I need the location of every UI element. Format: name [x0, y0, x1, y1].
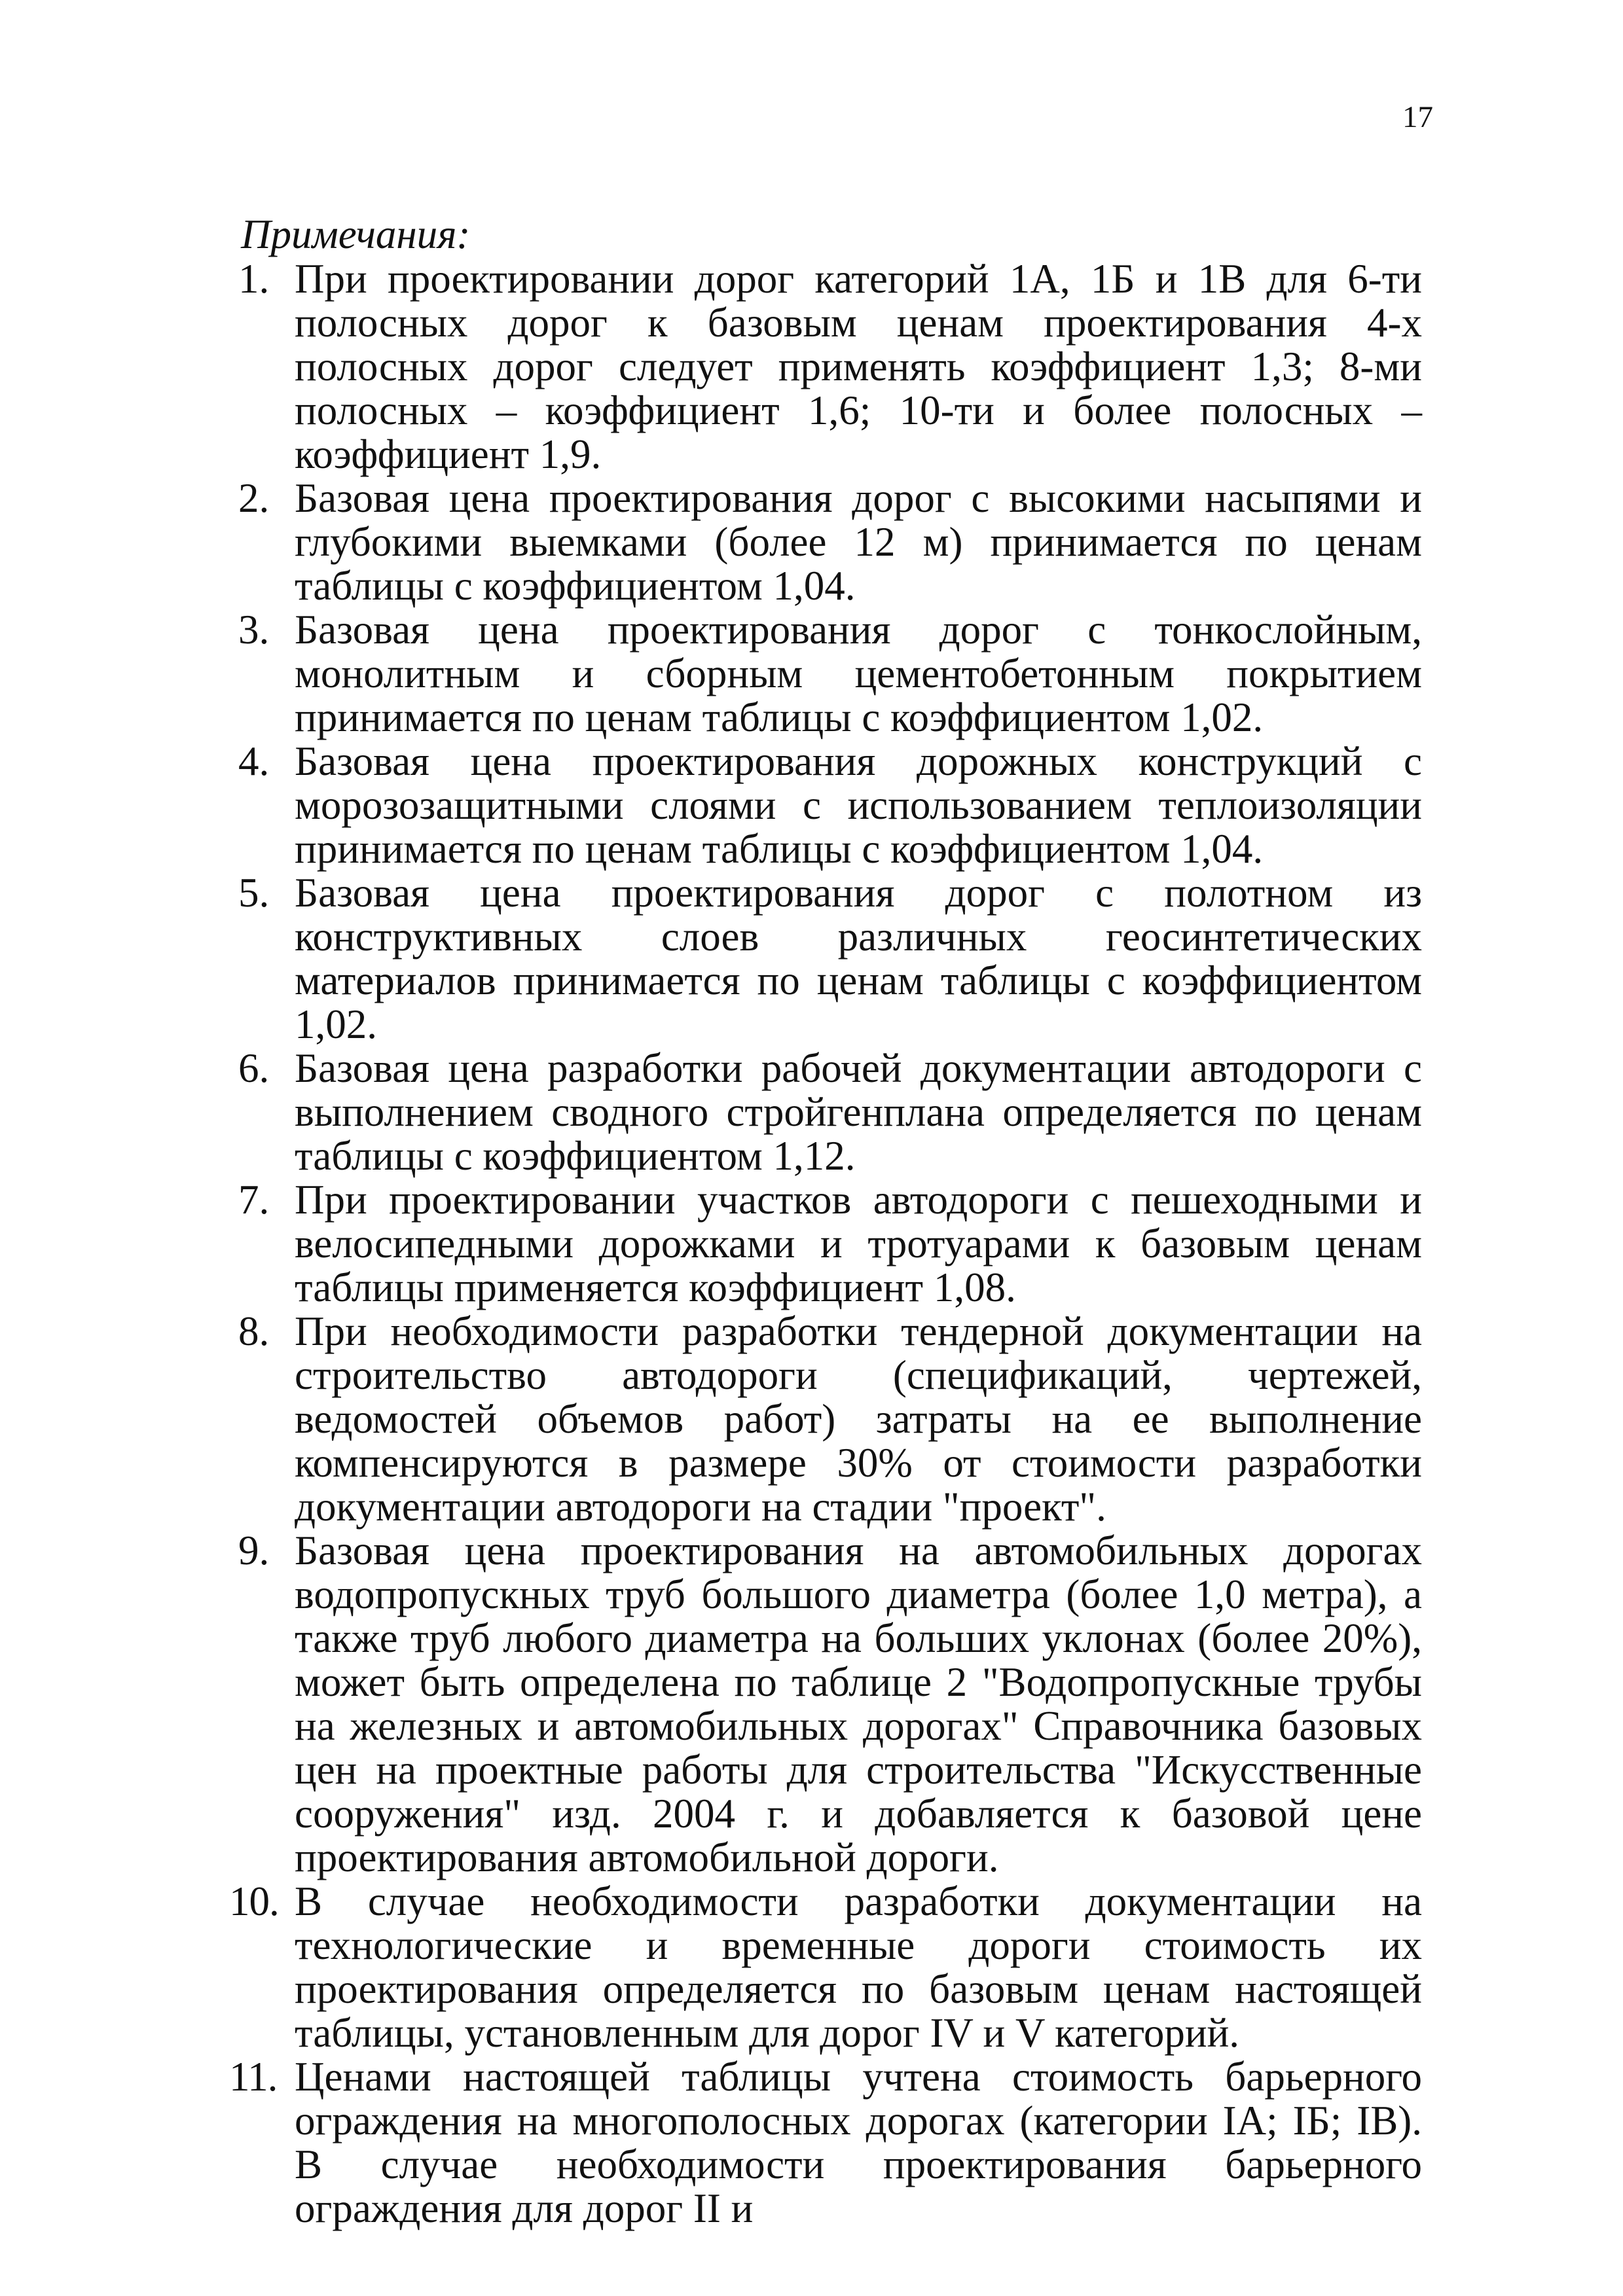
note-number: 4.: [238, 738, 270, 784]
note-text: В случае необходимости разработки документации на технологические и временные дороги стоимость их проектирования определяется по базовым ценам настоящей таблицы, установленным для дорог IV и V категорий.: [295, 1878, 1422, 2056]
note-number: 9.: [238, 1528, 270, 1573]
note-item: [229, 740, 1422, 871]
note-text: Базовая цена проектирования дорожных конструкций с морозозащитными слоями с использованием теплоизоляции принимается по ценам таблицы с коэффициентом 1,04.: [295, 738, 1422, 872]
note-text: Базовая цена проектирования дорог с высокими насыпями и глубокими выемками (более 12 м) принимается по ценам таблицы с коэффициентом 1,04.: [295, 475, 1422, 609]
note-text: Базовая цена проектирования на автомобильных дорогах водопропускных труб большого диаметра (более 1,0 метра), а также труб любого диаметра на больших уклонах (более 20%), может быть определена по таблице 2 "Водопропускные трубы на железных и автомобильных дорогах" Справочника базовых цен на проектные работы для строительства "Искусственные сооружения" изд. 2004 г. и добавляется к базовой цене проектирования автомобильной дороги.: [295, 1528, 1422, 1880]
note-text: При необходимости разработки тендерной документации на строительство автодороги (спецификаций, чертежей, ведомостей объемов работ) затраты на ее выполнение компенсируются в размере 30% от стоимости разработки документации автодороги на стадии "проект".: [295, 1308, 1422, 1530]
note-item: [229, 2055, 1422, 2231]
notes-heading: Примечания:: [241, 211, 471, 257]
note-number: 2.: [238, 475, 270, 521]
note-text: При проектировании участков автодороги с пешеходными и велосипедными дорожками и тротуарами к базовым ценам таблицы применяется коэффициент 1,08.: [295, 1177, 1422, 1310]
notes-list: [229, 257, 1422, 2231]
note-text: Базовая цена разработки рабочей документации автодороги с выполнением сводного стройгенплана определяется по ценам таблицы с коэффициентом 1,12.: [295, 1045, 1422, 1179]
note-item: [229, 1047, 1422, 1178]
note-number: 7.: [238, 1177, 270, 1223]
note-item: [229, 608, 1422, 740]
note-item: [229, 1310, 1422, 1529]
note-text: При проектировании дорог категорий 1А, 1Б и 1В для 6-ти полосных дорог к базовым ценам проектирования 4-х полосных дорог следует применять коэффициент 1,3; 8-ми полосных – коэффициент 1,6; 10-ти и более полосных – коэффициент 1,9.: [295, 256, 1422, 477]
note-item: [229, 1178, 1422, 1310]
note-number: 10.: [229, 1878, 279, 1924]
note-number: 11.: [229, 2054, 278, 2100]
note-number: 6.: [238, 1045, 270, 1091]
note-item: [229, 476, 1422, 608]
note-item: [229, 1529, 1422, 1880]
note-item: [229, 871, 1422, 1047]
note-item: [229, 257, 1422, 476]
note-number: 8.: [238, 1308, 270, 1354]
note-number: 1.: [238, 256, 270, 302]
note-text: Ценами настоящей таблицы учтена стоимость барьерного ограждения на многополосных дорогах (категории IА; IБ; IВ). В случае необходимости проектирования барьерного ограждения для дорог II и: [295, 2054, 1422, 2231]
note-number: 3.: [238, 607, 270, 653]
page-number: 17: [1402, 100, 1433, 134]
note-text: Базовая цена проектирования дорог с полотном из конструктивных слоев различных геосинтетических материалов принимается по ценам таблицы с коэффициентом 1,02.: [295, 870, 1422, 1047]
note-number: 5.: [238, 870, 270, 916]
note-item: [229, 1880, 1422, 2055]
note-text: Базовая цена проектирования дорог с тонкослойным, монолитным и сборным цементобетонным покрытием принимается по ценам таблицы с коэффициентом 1,02.: [295, 607, 1422, 740]
